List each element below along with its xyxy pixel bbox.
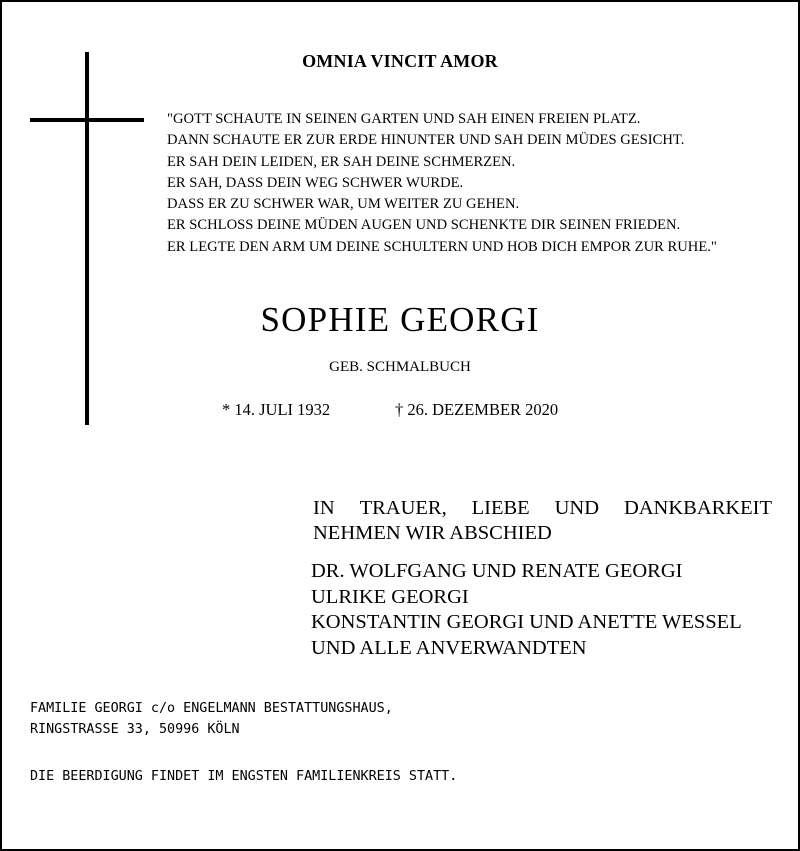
mourning-statement — [313, 496, 772, 546]
funeral-note: DIE BEERDIGUNG FINDET IM ENGSTEN FAMILIENKREIS STATT. — [30, 769, 458, 784]
mourning-word: UND — [554, 497, 600, 519]
maiden-name: GEB. SCHMALBUCH — [329, 359, 471, 375]
poem-line: "GOTT SCHAUTE IN SEINEN GARTEN UND SAH EINEN FREIEN PLATZ. — [167, 111, 641, 127]
mourning-word: LIEBE — [471, 497, 530, 519]
contact-address — [30, 699, 393, 740]
cross-icon-bar — [30, 118, 144, 122]
mourning-word: DANKBARKEIT — [623, 497, 772, 519]
address-line: RINGSTRASSE 33, 50996 KÖLN — [30, 721, 240, 737]
birth-date: * 14. JULI 1932 — [222, 400, 331, 419]
family-list — [311, 559, 742, 661]
deceased-name: SOPHIE GEORGI — [260, 300, 540, 339]
mourning-line: NEHMEN WIR ABSCHIED — [313, 522, 552, 544]
motto: OMNIA VINCIT AMOR — [302, 51, 498, 71]
family-member: DR. WOLFGANG UND RENATE GEORGI — [311, 560, 683, 582]
poem-line: ER LEGTE DEN ARM UM DEINE SCHULTERN UND HOB DICH EMPOR ZUR RUHE." — [167, 238, 717, 255]
poem-line: ER SCHLOSS DEINE MÜDEN AUGEN UND SCHENKTE DIR SEINEN FRIEDEN. — [167, 217, 681, 234]
family-member: ULRIKE GEORGI — [311, 585, 469, 608]
mourning-word: IN — [313, 497, 335, 519]
family-member: KONSTANTIN GEORGI UND ANETTE WESSEL — [311, 611, 742, 633]
family-member: UND ALLE ANVERWANDTEN — [311, 636, 587, 659]
mourning-word: TRAUER, — [359, 497, 447, 519]
address-line: FAMILIE GEORGI c/o ENGELMANN BESTATTUNGSHAUS, — [30, 701, 393, 716]
poem-line: DASS ER ZU SCHWER WAR, UM WEITER ZU GEHEN. — [167, 196, 520, 213]
death-date: † 26. DEZEMBER 2020 — [395, 400, 559, 419]
mourning-line — [313, 496, 772, 521]
poem — [167, 109, 787, 258]
poem-line: ER SAH, DASS DEIN WEG SCHWER WURDE. — [167, 174, 464, 191]
poem-line: DANN SCHAUTE ER ZUR ERDE HINUNTER UND SAH DEIN MÜDES GESICHT. — [167, 132, 685, 149]
poem-line: ER SAH DEIN LEIDEN, ER SAH DEINE SCHMERZEN. — [167, 153, 516, 170]
